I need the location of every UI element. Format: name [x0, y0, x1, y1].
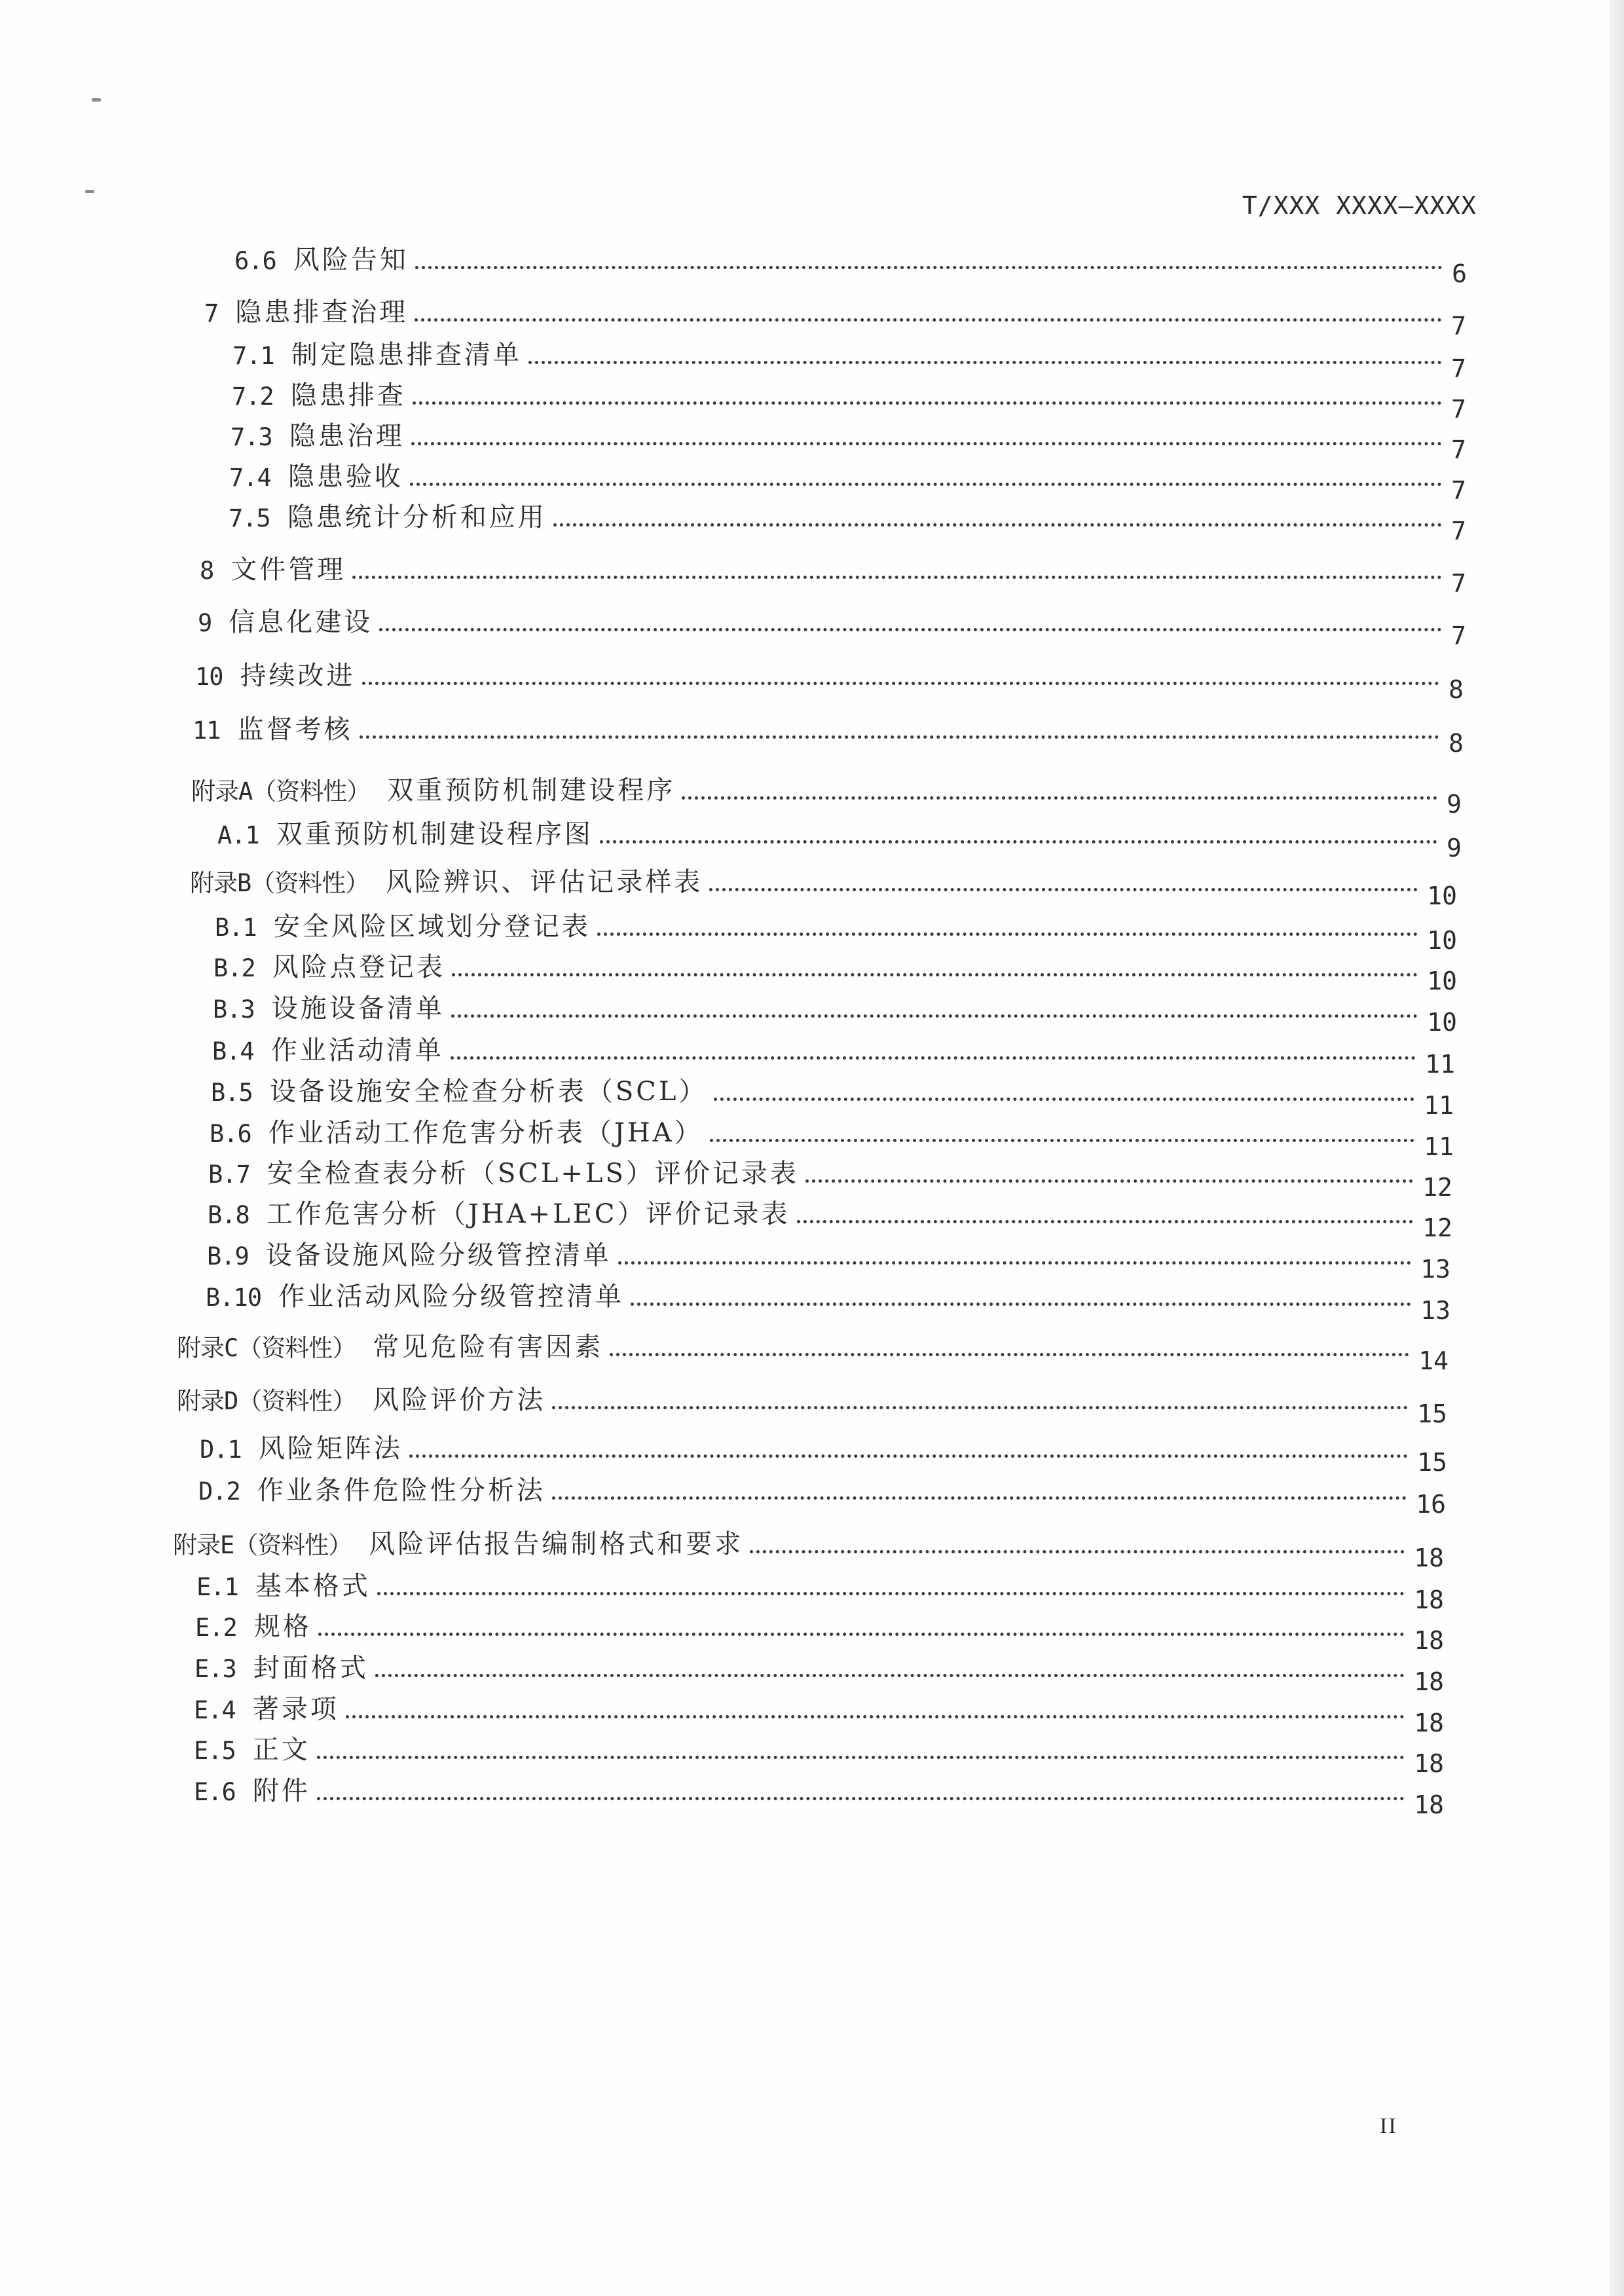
- toc-entry-title: 设备设施风险分级管控清单: [265, 1240, 612, 1270]
- toc-entry-title: 信息化建设: [229, 607, 373, 637]
- toc-entry-page: 13: [1420, 1255, 1450, 1284]
- page-number: II: [1380, 2114, 1397, 2138]
- toc-entry-number: 6.6: [234, 247, 276, 275]
- toc-leader-dots: [552, 1406, 1408, 1409]
- toc-entry-number: B.3: [213, 995, 255, 1024]
- toc-entry-number: 9: [198, 609, 212, 637]
- toc-entry[interactable]: [208, 1193, 1452, 1242]
- toc-leader-dots: [317, 1756, 1405, 1759]
- toc-entry-page: 18: [1414, 1709, 1444, 1737]
- toc-entry-title: 风险评估报告编制格式和要求: [369, 1529, 744, 1559]
- toc-entry-number: D.2: [198, 1477, 240, 1506]
- toc-entry-title: 作业活动风险分级管控清单: [278, 1282, 625, 1312]
- toc-entry-page: 10: [1427, 881, 1457, 910]
- toc-entry-title: 安全检查表分析（SCL+LS）评价记录表: [267, 1158, 799, 1189]
- scan-artifact: [85, 190, 94, 193]
- toc-entry-title: 作业活动清单: [270, 1035, 444, 1065]
- toc-entry-title: 隐患治理: [289, 421, 405, 451]
- toc-leader-dots: [552, 1496, 1407, 1500]
- toc-entry[interactable]: [208, 1153, 1452, 1202]
- toc-entry[interactable]: [211, 1071, 1454, 1120]
- toc-entry-number: B.9: [207, 1242, 249, 1270]
- toc-entry-title: 设备设施安全检查分析表（SCL）: [269, 1077, 708, 1107]
- toc-leader-dots: [597, 933, 1418, 936]
- toc-leader-dots: [714, 1098, 1414, 1101]
- toc-leader-dots: [610, 1353, 1409, 1356]
- toc-entry-page: 13: [1420, 1296, 1450, 1325]
- toc-entry-page: 15: [1417, 1448, 1447, 1477]
- toc-entry-number: E.3: [194, 1655, 236, 1683]
- toc-entry[interactable]: [207, 1234, 1450, 1284]
- scan-artifact: [92, 98, 101, 102]
- toc-leader-dots: [360, 735, 1440, 739]
- toc-leader-dots: [415, 266, 1443, 269]
- toc-entry-number: B.2: [213, 954, 255, 982]
- toc-leader-dots: [528, 361, 1442, 364]
- toc-entry-page: 7: [1451, 395, 1466, 424]
- toc-entry[interactable]: [177, 1326, 1449, 1375]
- toc-entry-title: 持续改进: [240, 661, 356, 691]
- toc-entry-page: 9: [1447, 834, 1462, 862]
- toc-entry-title: 文件管理: [231, 555, 346, 585]
- toc-entry-page: 8: [1449, 675, 1464, 704]
- toc-entry-number: B.7: [208, 1160, 250, 1189]
- toc-leader-dots: [750, 1550, 1405, 1553]
- toc-entry-title: 封面格式: [253, 1653, 369, 1683]
- toc-entry-title: 风险告知: [293, 245, 409, 275]
- toc-entry-title: 风险评价方法: [373, 1385, 546, 1415]
- toc-entry-page: 12: [1422, 1213, 1452, 1242]
- toc-entry-title: 工作危害分析（JHA+LEC）评价记录表: [266, 1199, 790, 1229]
- toc-entry-number: B.5: [211, 1079, 253, 1107]
- toc-entry[interactable]: [190, 861, 1457, 910]
- toc-entry-number: 附录D（资料性）: [177, 1387, 356, 1415]
- toc-entry[interactable]: [200, 549, 1466, 598]
- toc-leader-dots: [409, 1454, 1408, 1458]
- toc-entry-page: 7: [1451, 621, 1466, 650]
- toc-leader-dots: [709, 888, 1418, 891]
- toc-leader-dots: [411, 442, 1442, 445]
- toc-entry[interactable]: [194, 1770, 1444, 1819]
- toc-entry-page: 10: [1427, 926, 1457, 955]
- toc-entry[interactable]: [195, 1606, 1444, 1655]
- toc-entry-number: 7.3: [231, 423, 272, 451]
- toc-entry-number: 7: [204, 299, 219, 327]
- toc-entry-page: 18: [1414, 1626, 1444, 1655]
- toc-entry-number: 附录B（资料性）: [190, 869, 369, 897]
- toc-entry-number: B.6: [210, 1120, 251, 1148]
- toc-entry[interactable]: [194, 1729, 1444, 1778]
- toc-entry[interactable]: [194, 1688, 1444, 1737]
- toc-entry[interactable]: [194, 1647, 1444, 1696]
- toc-entry-page: 18: [1414, 1749, 1444, 1778]
- document-code: T/XXX XXXX—XXXX: [1242, 191, 1477, 220]
- toc-entry-number: E.6: [194, 1778, 236, 1806]
- toc-entry-title: 正文: [252, 1735, 310, 1765]
- toc-entry-page: 11: [1425, 1050, 1455, 1079]
- toc-entry-title: 著录项: [252, 1694, 339, 1724]
- toc-entry-number: B.4: [212, 1037, 254, 1065]
- toc-leader-dots: [451, 1014, 1418, 1018]
- toc-entry-title: 常见危险有害因素: [373, 1332, 604, 1362]
- toc-entry-page: 7: [1451, 569, 1466, 598]
- toc-leader-dots: [600, 840, 1437, 843]
- toc-entry-title: 风险矩阵法: [258, 1434, 403, 1464]
- toc-leader-dots: [352, 576, 1442, 579]
- toc-entry-title: 规格: [253, 1612, 312, 1642]
- toc-entry-title: 隐患验收: [287, 462, 403, 492]
- toc-leader-dots: [318, 1633, 1405, 1636]
- toc-entry-page: 16: [1416, 1490, 1446, 1519]
- toc-entry-title: 基本格式: [255, 1571, 371, 1601]
- toc-entry[interactable]: [193, 709, 1464, 758]
- toc-entry[interactable]: [204, 291, 1466, 341]
- toc-entry[interactable]: [229, 456, 1466, 505]
- toc-entry[interactable]: [206, 1276, 1450, 1325]
- toc-entry[interactable]: [195, 655, 1464, 704]
- toc-leader-dots: [413, 401, 1442, 405]
- toc-entry[interactable]: [232, 334, 1466, 383]
- toc-leader-dots: [379, 628, 1442, 631]
- toc-entry-title: 隐患排查: [290, 380, 406, 411]
- toc-entry-title: 双重预防机制建设程序图: [276, 819, 593, 849]
- toc-entry-page: 7: [1451, 517, 1466, 546]
- toc-entry[interactable]: [198, 601, 1466, 650]
- toc-leader-dots: [377, 1592, 1405, 1595]
- toc-entry-title: 隐患统计分析和应用: [287, 502, 547, 532]
- toc-entry[interactable]: [213, 946, 1457, 995]
- toc-entry[interactable]: [217, 813, 1462, 862]
- toc-entry[interactable]: [229, 496, 1466, 546]
- toc-entry-title: 设施设备清单: [271, 993, 445, 1024]
- toc-entry-page: 18: [1414, 1544, 1444, 1572]
- toc-entry-page: 18: [1414, 1667, 1444, 1696]
- toc-entry-title: 制定隐患排查清单: [291, 340, 522, 370]
- toc-entry-title: 隐患排查治理: [235, 297, 409, 327]
- toc-entry-number: B.8: [208, 1201, 249, 1229]
- toc-entry-page: 11: [1424, 1132, 1454, 1161]
- toc-entry[interactable]: [196, 1565, 1444, 1614]
- toc-entry-number: E.5: [194, 1737, 236, 1765]
- toc-entry-page: 8: [1449, 729, 1464, 758]
- toc-entry-number: 7.1: [232, 342, 274, 370]
- toc-leader-dots: [362, 682, 1440, 685]
- toc-entry-page: 10: [1427, 1008, 1457, 1037]
- toc-entry-page: 7: [1451, 312, 1466, 341]
- toc-entry-number: 附录C（资料性）: [177, 1334, 356, 1362]
- toc-leader-dots: [375, 1674, 1405, 1677]
- toc-entry-page: 18: [1414, 1790, 1444, 1819]
- toc-entry-number: A.1: [217, 821, 259, 849]
- toc-entry[interactable]: [213, 988, 1457, 1037]
- toc-entry-page: 7: [1451, 435, 1466, 464]
- toc-entry-page: 15: [1417, 1399, 1447, 1428]
- toc-entry-number: 7.5: [229, 504, 270, 532]
- toc-entry-number: 7.4: [229, 464, 271, 492]
- toc-entry[interactable]: [234, 239, 1467, 288]
- toc-entry-number: 附录A（资料性）: [191, 777, 371, 805]
- toc-entry[interactable]: [212, 1029, 1455, 1079]
- toc-entry-page: 9: [1447, 790, 1462, 819]
- toc-entry[interactable]: [210, 1112, 1454, 1161]
- toc-leader-dots: [710, 1139, 1415, 1142]
- toc-leader-dots: [618, 1261, 1411, 1265]
- toc-entry-page: 6: [1452, 259, 1467, 288]
- toc-entry-number: 附录E（资料性）: [173, 1531, 352, 1559]
- toc-entry-number: D.1: [200, 1435, 242, 1464]
- toc-leader-dots: [682, 796, 1437, 800]
- toc-entry-number: E.4: [194, 1696, 236, 1724]
- toc-entry-page: 12: [1422, 1173, 1452, 1202]
- toc-leader-dots: [317, 1797, 1405, 1800]
- toc-entry-number: 8: [200, 557, 214, 585]
- toc-entry-title: 安全风险区域划分登记表: [273, 912, 591, 942]
- toc-entry-title: 双重预防机制建设程序: [387, 775, 676, 805]
- toc-entry-number: E.2: [195, 1614, 237, 1642]
- toc-entry-title: 风险点登记表: [272, 952, 445, 982]
- toc-leader-dots: [797, 1220, 1414, 1223]
- toc-entry[interactable]: [215, 906, 1457, 955]
- scan-edge-shadow: [1610, 0, 1624, 2296]
- toc-leader-dots: [631, 1303, 1411, 1306]
- toc-leader-dots: [415, 318, 1442, 322]
- toc-leader-dots: [346, 1715, 1405, 1718]
- toc-entry-title: 监督考核: [237, 714, 353, 745]
- toc-entry-number: 11: [193, 716, 221, 745]
- toc-entry-page: 11: [1424, 1091, 1454, 1120]
- toc-entry-title: 风险辨识、评估记录样表: [386, 867, 703, 897]
- toc-entry[interactable]: [173, 1523, 1444, 1572]
- toc-leader-dots: [451, 1056, 1416, 1060]
- toc-entry-page: 7: [1451, 476, 1466, 505]
- toc-entry-title: 作业条件危险性分析法: [257, 1475, 545, 1506]
- toc-entry[interactable]: [198, 1470, 1446, 1519]
- toc-entry-number: B.1: [215, 914, 257, 942]
- toc-entry-page: 7: [1451, 354, 1466, 383]
- toc-leader-dots: [410, 483, 1442, 486]
- toc-entry[interactable]: [200, 1428, 1447, 1477]
- toc-entry[interactable]: [232, 375, 1466, 424]
- toc-leader-dots: [553, 523, 1442, 527]
- toc-entry[interactable]: [231, 415, 1466, 464]
- toc-entry-title: 作业活动工作危害分析表（JHA）: [268, 1118, 703, 1148]
- toc-entry-page: 18: [1414, 1585, 1444, 1614]
- toc-entry-number: 7.2: [232, 382, 274, 411]
- toc-entry-number: B.10: [206, 1284, 262, 1312]
- toc-entry[interactable]: [191, 769, 1462, 819]
- toc-leader-dots: [452, 973, 1418, 976]
- toc-entry[interactable]: [177, 1379, 1447, 1428]
- toc-entry-page: 10: [1427, 967, 1457, 995]
- toc-entry-title: 附件: [252, 1776, 310, 1806]
- toc-entry-page: 14: [1418, 1346, 1449, 1375]
- toc-entry-number: E.1: [196, 1573, 238, 1601]
- toc-entry-number: 10: [195, 663, 223, 691]
- toc-leader-dots: [805, 1179, 1413, 1183]
